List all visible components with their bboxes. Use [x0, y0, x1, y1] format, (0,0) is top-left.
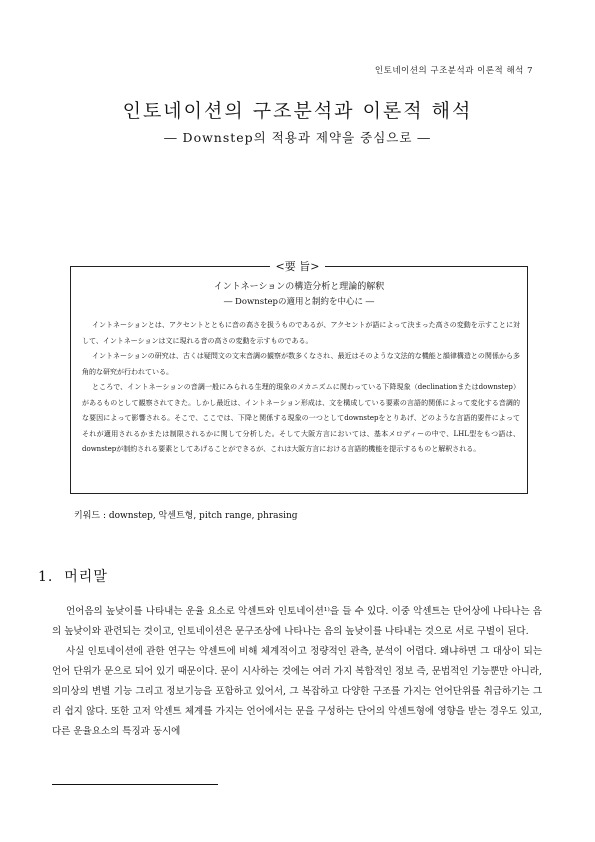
section-heading	[38, 566, 108, 586]
body-text	[52, 602, 542, 742]
keywords: 키워드 : downstep, 악센트형, pitch range, phrasing	[74, 511, 298, 521]
abstract-body	[82, 318, 520, 458]
abstract-heading-label: <要 旨>	[270, 260, 326, 273]
paper-title: 인토네이션의 구조분석과 이론적 해석	[122, 100, 473, 122]
abstract-paragraph: ところで、イントネーションの音調一般にみられる生理的現象のメカニズムに関わっている下降現象（declinationまたはdownstep）があるものとして観察されてきた。しかし最近は、イントネーション形成は、文を構成している要素の言語的関係によって変化する音調的な要因によって影響される。そこで、ここでは、下降と関係する現象の一つとしてdownstepをとりあげ、どのような言語的要件によってそれが適用されるかまたは制限されるかに関して分析した。そして大阪方言においては、基本メロディーの中で、LHL型をもつ語は、downstepが制約される要素としてあげることができるが、これは大阪方言における言語的機能を提示するものと解釈される。	[82, 383, 520, 453]
abstract-paragraph: イントネーションとは、アクセントとともに音の高さを扱うものであるが、アクセントが語によって決まった高さの変動を示すことに対して、イントネーションは文に現れる音の高さの変動を示すものである。	[82, 321, 520, 345]
body-paragraph: 언어음의 높낮이를 나타내는 운율 요소로 악센트와 인토네이션¹⁾을 들 수 있다. 이중 악센트는 단어상에 나타나는 음의 높낮이와 관련되는 것이고, 인토네이션은 문구조상에 나타나는 음의 높낮이를 나타내는 것으로 서로 구별이 된다.	[52, 606, 542, 637]
paper-subtitle: ― Downstep의 적용과 제약을 중심으로 ―	[164, 130, 431, 145]
footnote-rule	[52, 784, 218, 785]
abstract-subtitle: ― Downstepの適用と制約を中心に ―	[223, 297, 375, 307]
running-head: 인토네이션의 구조분석과 이론적 해석 7	[374, 66, 533, 76]
body-paragraph: 사실 인토네이션에 관한 연구는 악센트에 비해 체계적이고 정량적인 관측, 분석이 어렵다. 왜냐하면 그 대상이 되는 언어 단위가 문으로 되어 있기 때문이다. 문이 시사하는 것에는 여러 가지 복합적인 정보 즉, 문법적인 기능뿐만 아니라, 의미상의 변별 기능 그리고 정보기능을 포함하고 있어서, 그 복잡하고 다양한 구조를 가지는 언어단위를 취급하기는 그리 쉽지 않다. 또한 고저 악센트 체계를 가지는 언어에서는 문을 구성하는 단어의 악센트형에 영향을 받는 경우도 있고, 다른 운율요소의 특징과 동시에	[52, 646, 542, 737]
abstract-heading	[0, 258, 595, 274]
abstract-paragraph: イントネーションの研究は、古くは疑問文の文末音調の観察が数多くなされ、最近はそのような文法的な機能と韻律構造との関係から多角的な研究が行われている。	[82, 352, 520, 376]
section-number: 1.	[38, 569, 54, 585]
abstract-title: イントネーションの構造分析と理論的解釈	[213, 282, 385, 292]
section-title: 머리말	[64, 569, 108, 585]
